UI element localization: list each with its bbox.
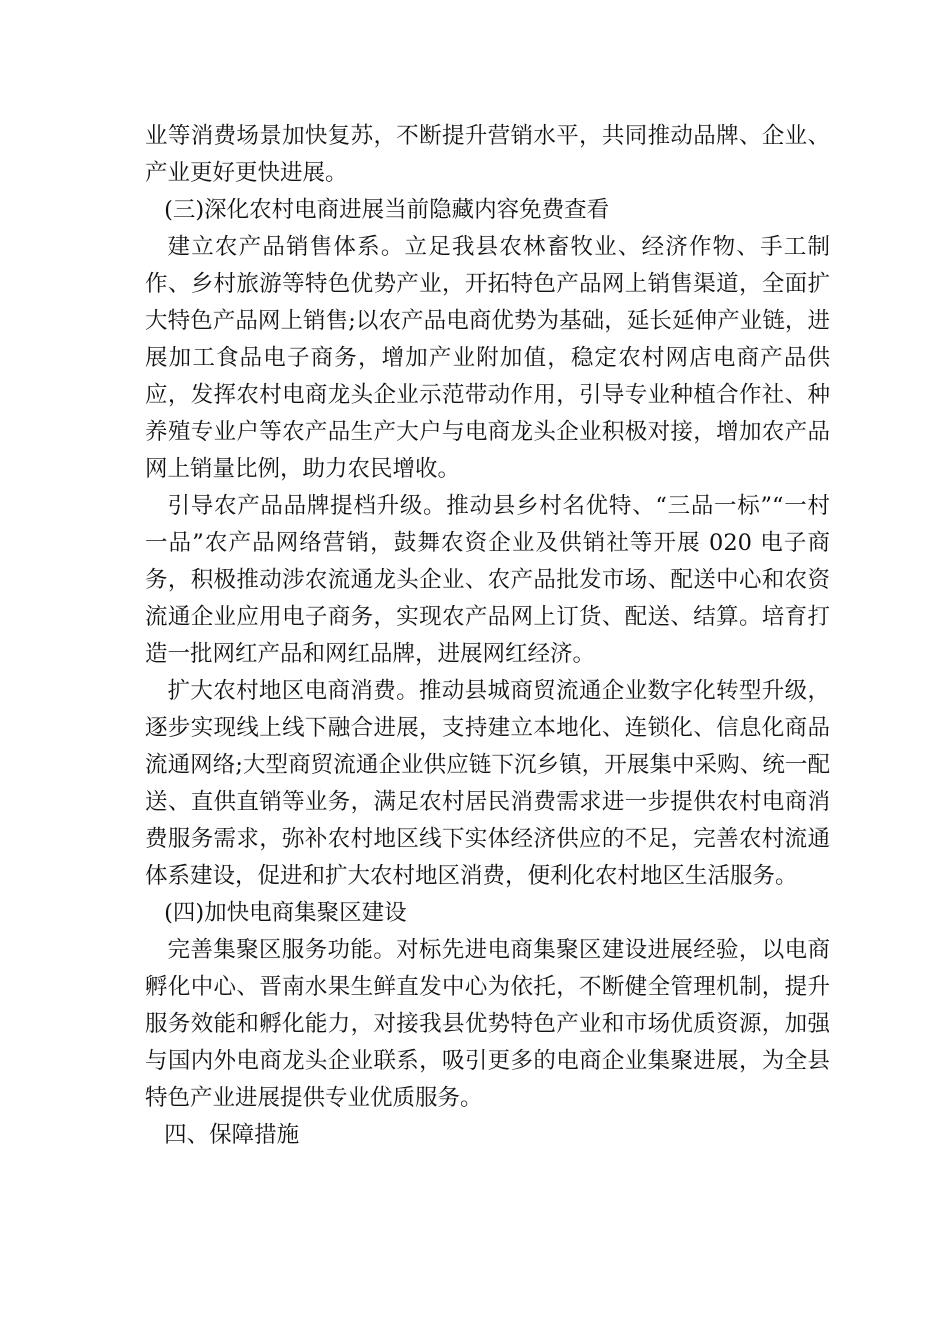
paragraph-rural-consumption: 扩大农村地区电商消费。推动县城商贸流通企业数字化转型升级，逐步实现线上线下融合进展，支持建立本地化、连锁化、信息化商品流通网络;大型商贸流通企业供应链下沉乡镇，开展集中采购、统一配送、直供直销等业务，满足农村居民消费需求进一步提供农村电商消费服务需求，弥补农村地区线下实体经济供应的不足，完善农村流通体系建设，促进和扩大农村地区消费，便利化农村地区生活服务。 xyxy=(145,678,830,889)
paragraph-brand-upgrade: 引导农产品品牌提档升级。推动县乡村名优特、“三品一标”“一村一品”农产品网络营销，鼓舞农资企业及供销社等开展 020 电子商务，积极推动涉农流通龙头企业、农产品批发市场、配送中心和农资流通企业应用电子商务，实现农产品网上订货、配送、结算。培育打造一批网红产品和网红品牌，进展网红经济。 xyxy=(145,493,830,667)
paragraph-cluster-services: 完善集聚区服务功能。对标先进电商集聚区建设进展经验，以电商孵化中心、晋南水果生鲜直发中心为依托，不断健全管理机制，提升服务效能和孵化能力，对接我县优势特色产业和市场优质资源，加强与国内外电商龙头企业联系，吸引更多的电商企业集聚进展，为全县特色产业进展提供专业优质服务。 xyxy=(145,937,830,1111)
paragraph-sales-system: 建立农产品销售体系。立足我县农林畜牧业、经济作物、手工制作、乡村旅游等特色优势产业，开拓特色产品网上销售渠道，全面扩大特色产品网上销售;以农产品电商优势为基础，延长延伸产业链，进展加工食品电子商务，增加产业附加值，稳定农村网店电商产品供应，发挥农村电商龙头企业示范带动作用，引导专业种植合作社、种养殖专业户等农产品生产大户与电商龙头企业积极对接，增加农产品网上销量比例，助力农民增收。 xyxy=(145,234,830,482)
paragraph-continuation: 业等消费场景加快复苏，不断提升营销水平，共同推动品牌、企业、产业更好更快进展。 xyxy=(145,123,830,186)
section-heading-4: (四)加快电商集聚区建设 xyxy=(164,900,407,926)
chapter-heading-safeguards: 四、保障措施 xyxy=(164,1122,300,1148)
document-body xyxy=(145,118,830,1154)
section-heading-3: (三)深化农村电商进展当前隐藏内容免费查看 xyxy=(164,197,610,223)
